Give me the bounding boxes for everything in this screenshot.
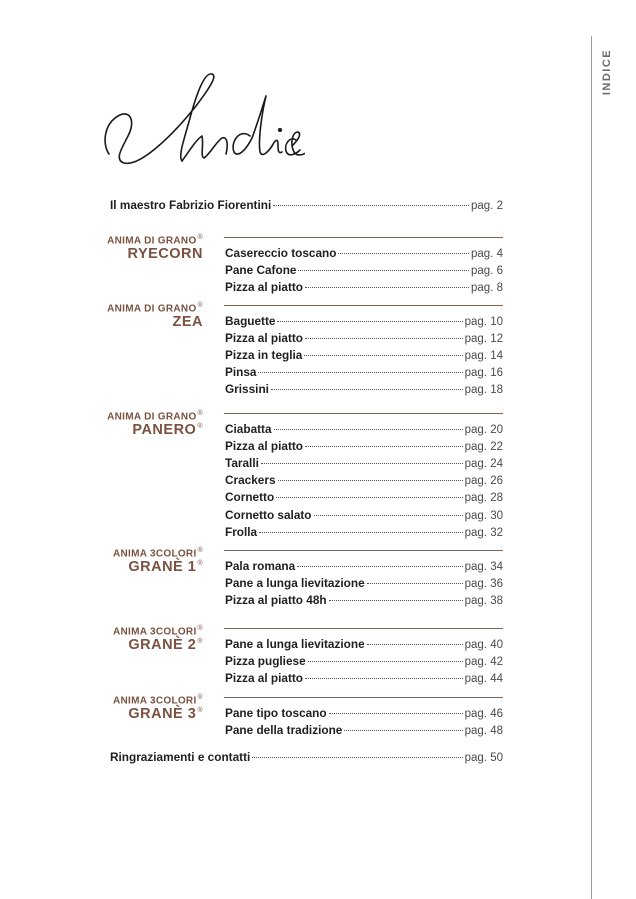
- entry-label: Pizza al piatto: [225, 280, 304, 295]
- page-number: pag. 18: [464, 384, 503, 397]
- toc-entry[interactable]: [225, 263, 503, 280]
- page-number: pag. 46: [464, 708, 503, 720]
- section-product-text: ZEA: [172, 314, 203, 330]
- toc-entry[interactable]: [225, 382, 503, 399]
- entry-label: Ciabatta: [225, 422, 272, 436]
- section-brand: [113, 694, 203, 706]
- side-tab: [596, 46, 618, 98]
- entry-label: Cornetto: [225, 490, 275, 505]
- toc-entry[interactable]: [225, 280, 503, 297]
- entry-label: Pane tipo toscano: [225, 706, 327, 720]
- entry-label: Ringraziamenti e contatti: [110, 750, 251, 764]
- section-product: [173, 314, 204, 330]
- section-brand-text: ANIMA 3COLORI: [113, 695, 197, 707]
- entry-label: Il maestro Fabrizio Fiorentini: [110, 198, 272, 212]
- toc-entry[interactable]: [225, 654, 503, 671]
- section-product-text: PANERO: [132, 422, 197, 438]
- section-rule: [224, 628, 503, 629]
- toc-entry[interactable]: [225, 473, 503, 490]
- page-number: pag. 6: [471, 265, 503, 278]
- registered-mark: ®: [197, 694, 203, 701]
- page-number: pag. 50: [464, 752, 503, 764]
- entry-label: Pinsa: [225, 365, 257, 380]
- section-brand-text: ANIMA DI GRANO: [107, 303, 197, 315]
- dot-leader: [276, 497, 462, 498]
- toc-entry[interactable]: [225, 422, 503, 439]
- section-product-text: GRANÈ 2: [128, 637, 197, 653]
- registered-mark: ®: [197, 410, 203, 417]
- section-rule: [224, 237, 503, 238]
- page-number: pag. 16: [464, 367, 503, 380]
- entry-label: Pane a lunga lievitazione: [225, 637, 365, 651]
- page-number: pag. 40: [464, 639, 503, 651]
- toc-entry[interactable]: [225, 593, 503, 610]
- page-number: pag. 38: [464, 595, 503, 608]
- section-brand: [107, 410, 203, 422]
- dot-leader: [258, 372, 462, 373]
- entry-label: Pizza al piatto: [225, 439, 304, 454]
- dot-leader: [367, 583, 463, 584]
- dot-leader: [305, 287, 469, 288]
- dot-leader: [305, 446, 463, 447]
- toc-entry[interactable]: [225, 706, 503, 723]
- section-product-text: GRANÈ 3: [128, 706, 197, 722]
- dot-leader: [329, 713, 463, 714]
- toc-entry[interactable]: [225, 365, 503, 382]
- page-number: pag. 34: [464, 561, 503, 573]
- section-product-text: GRANÈ 1: [128, 559, 197, 575]
- section-rule: [224, 413, 503, 414]
- toc-entry-outro[interactable]: [110, 750, 503, 767]
- entry-label: Pizza pugliese: [225, 654, 306, 669]
- toc-entry[interactable]: [225, 456, 503, 473]
- dot-leader: [259, 532, 463, 533]
- toc-entry[interactable]: [225, 439, 503, 456]
- entry-label: Pizza al piatto: [225, 671, 304, 686]
- side-divider: [591, 36, 592, 899]
- page-number: pag. 4: [471, 248, 503, 260]
- toc-entry[interactable]: [225, 246, 503, 263]
- section-brand-text: ANIMA 3COLORI: [113, 548, 197, 560]
- entry-label: Pizza al piatto 48h: [225, 593, 327, 608]
- page-number: pag. 26: [464, 475, 503, 488]
- registered-mark: ®: [197, 302, 203, 309]
- toc-entry[interactable]: [225, 637, 503, 654]
- toc-entry[interactable]: [225, 723, 503, 740]
- title-script: [100, 66, 305, 176]
- toc-entry[interactable]: [225, 490, 503, 507]
- section-brand: [113, 547, 203, 559]
- page-number: pag. 44: [464, 673, 503, 686]
- section-brand-text: ANIMA DI GRANO: [107, 411, 197, 423]
- dot-leader: [271, 389, 463, 390]
- toc-entry[interactable]: [225, 525, 503, 542]
- entry-label: Pane della tradizione: [225, 723, 343, 738]
- entry-label: Pane a lunga lievitazione: [225, 576, 365, 591]
- entry-label: Pane Cafone: [225, 263, 297, 278]
- dot-leader: [298, 270, 469, 271]
- entry-label: Pizza al piatto: [225, 331, 304, 346]
- toc-entry[interactable]: [225, 508, 503, 525]
- section-product: [128, 706, 203, 722]
- page-number: pag. 8: [471, 282, 503, 295]
- entry-label: Pala romana: [225, 559, 296, 573]
- dot-leader: [338, 253, 469, 254]
- page-number: pag. 30: [464, 509, 503, 522]
- section-brand-text: ANIMA DI GRANO: [107, 235, 197, 247]
- page-number: pag. 2: [471, 200, 503, 212]
- section-rule: [224, 305, 503, 306]
- section-product: [128, 246, 203, 262]
- section-product: [128, 559, 203, 575]
- registered-mark: ®: [197, 638, 203, 646]
- dot-leader: [297, 566, 462, 567]
- side-tab-label: INDICE: [601, 48, 613, 96]
- dot-leader: [278, 480, 463, 481]
- section-product-text: RYECORN: [127, 246, 203, 262]
- entry-label: Casereccio toscano: [225, 246, 337, 260]
- entry-label: Cornetto salato: [225, 507, 312, 522]
- dot-leader: [261, 463, 463, 464]
- section-brand: [107, 302, 203, 314]
- dot-leader: [314, 515, 463, 516]
- toc-entry[interactable]: [225, 671, 503, 688]
- toc-entry-intro[interactable]: [110, 198, 503, 215]
- section-product: [128, 637, 203, 653]
- registered-mark: ®: [197, 560, 203, 568]
- dot-leader: [252, 757, 462, 758]
- page-number: pag. 12: [464, 333, 503, 346]
- toc-entry[interactable]: [225, 576, 503, 593]
- toc-entry[interactable]: [225, 559, 503, 576]
- registered-mark: ®: [197, 234, 203, 241]
- page-number: pag. 20: [464, 424, 503, 436]
- section-brand: [107, 234, 203, 246]
- section-brand: [113, 625, 203, 637]
- registered-mark: ®: [197, 625, 203, 632]
- dot-leader: [277, 321, 462, 322]
- dot-leader: [273, 205, 469, 206]
- section-product: [132, 422, 203, 438]
- page-number: pag. 28: [464, 492, 503, 505]
- page-number: pag. 42: [464, 656, 503, 669]
- entry-label: Taralli: [225, 456, 259, 471]
- section-brand-text: ANIMA 3COLORI: [113, 626, 197, 638]
- toc-entry[interactable]: [225, 314, 503, 331]
- dot-leader: [305, 338, 463, 339]
- registered-mark: ®: [197, 547, 203, 554]
- page-number: pag. 36: [464, 578, 503, 591]
- dot-leader: [305, 678, 463, 679]
- page-number: pag. 22: [464, 441, 503, 454]
- toc-entry[interactable]: [225, 348, 503, 365]
- section-rule: [224, 550, 503, 551]
- registered-mark: ®: [197, 707, 203, 715]
- dot-leader: [344, 730, 462, 731]
- entry-label: Pizza in teglia: [225, 348, 303, 363]
- entry-label: Crackers: [225, 473, 276, 488]
- page-number: pag. 10: [464, 316, 503, 328]
- registered-mark: ®: [197, 423, 203, 431]
- dot-leader: [329, 600, 463, 601]
- dot-leader: [274, 429, 463, 430]
- toc-entry[interactable]: [225, 331, 503, 348]
- entry-label: Baguette: [225, 314, 276, 328]
- entry-label: Grissini: [225, 382, 269, 397]
- dot-leader: [308, 661, 463, 662]
- page-number: pag. 24: [464, 458, 503, 471]
- dot-leader: [304, 355, 462, 356]
- section-rule: [224, 697, 503, 698]
- page-number: pag. 32: [464, 526, 503, 539]
- page-number: pag. 14: [464, 350, 503, 363]
- page-number: pag. 48: [464, 725, 503, 738]
- entry-label: Frolla: [225, 524, 258, 539]
- dot-leader: [367, 644, 463, 645]
